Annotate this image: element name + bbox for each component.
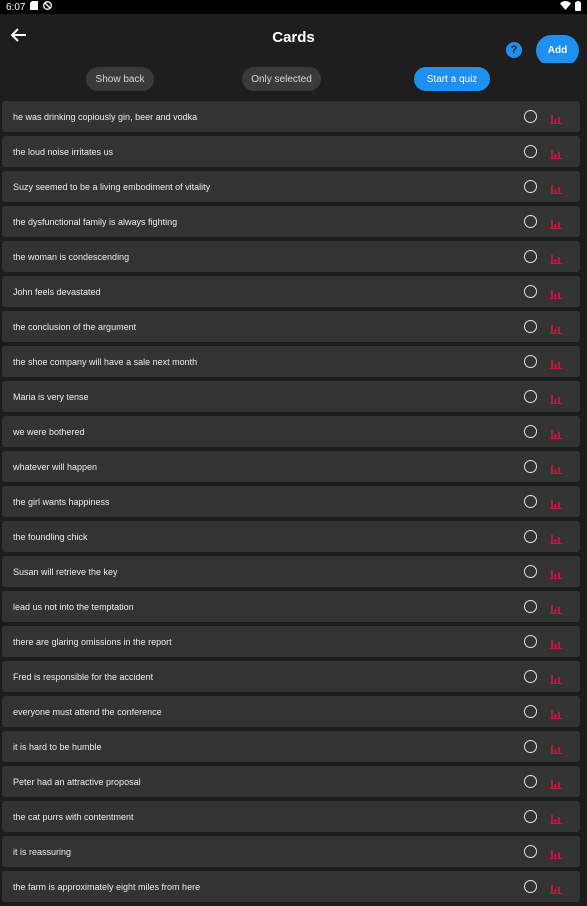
card-text: lead us not into the temptation (13, 601, 134, 612)
select-radio[interactable] (524, 810, 537, 823)
stats-chart-icon[interactable] (550, 461, 562, 472)
card-row[interactable] (2, 171, 580, 202)
card-row[interactable] (2, 591, 580, 622)
card-row[interactable] (2, 241, 580, 272)
stats-chart-icon[interactable] (550, 881, 562, 892)
stats-chart-icon[interactable] (550, 356, 562, 367)
card-text: Susan will retrieve the key (13, 566, 118, 577)
card-text: the loud noise irritates us (13, 146, 114, 157)
card-text: Fred is responsible for the accident (13, 671, 154, 682)
card-row[interactable] (2, 101, 580, 132)
select-radio[interactable] (524, 880, 537, 893)
card-row[interactable] (2, 731, 580, 762)
status-bar (0, 0, 587, 14)
stats-chart-icon[interactable] (550, 426, 562, 437)
card-text: John feels devastated (13, 286, 101, 297)
add-button[interactable]: Add (536, 35, 579, 66)
select-radio[interactable] (524, 460, 537, 473)
card-text: the conclusion of the argument (13, 321, 137, 332)
select-radio[interactable] (524, 775, 537, 788)
card-row[interactable] (2, 801, 580, 832)
card-text: it is reassuring (13, 846, 72, 857)
stats-chart-icon[interactable] (550, 146, 562, 157)
select-radio[interactable] (524, 320, 537, 333)
card-row[interactable] (2, 416, 580, 447)
card-row[interactable] (2, 696, 580, 727)
stats-chart-icon[interactable] (550, 636, 562, 647)
show-back-button[interactable]: Show back (86, 67, 154, 91)
select-radio[interactable] (524, 705, 537, 718)
card-text: we were bothered (13, 426, 85, 437)
card-text: the dysfunctional family is always fighting (13, 216, 178, 227)
card-row[interactable] (2, 136, 580, 167)
stats-chart-icon[interactable] (550, 496, 562, 507)
select-radio[interactable] (524, 530, 537, 543)
card-text: he was drinking copiously gin, beer and vodka (13, 111, 198, 122)
card-text: there are glaring omissions in the report (13, 636, 172, 647)
stats-chart-icon[interactable] (550, 181, 562, 192)
card-text: the cat purrs with contentment (13, 811, 134, 822)
stats-chart-icon[interactable] (550, 286, 562, 297)
help-button[interactable] (506, 42, 522, 58)
card-text: the woman is condescending (13, 251, 130, 262)
card-text: whatever will happen (13, 461, 98, 472)
stats-chart-icon[interactable] (550, 216, 562, 227)
select-radio[interactable] (524, 145, 537, 158)
select-radio[interactable] (524, 250, 537, 263)
sd-card-icon (30, 1, 38, 13)
card-text: the farm is approximately eight miles from here (13, 881, 201, 892)
card-text: the shoe company will have a sale next month (13, 356, 198, 367)
card-row[interactable] (2, 276, 580, 307)
card-row[interactable] (2, 766, 580, 797)
card-text: Maria is very tense (13, 391, 89, 402)
wifi-icon (560, 1, 571, 13)
stats-chart-icon[interactable] (550, 531, 562, 542)
card-text: the girl wants happiness (13, 496, 110, 507)
card-row[interactable] (2, 626, 580, 657)
card-list (0, 101, 587, 906)
card-row[interactable] (2, 486, 580, 517)
select-radio[interactable] (524, 285, 537, 298)
stats-chart-icon[interactable] (550, 811, 562, 822)
card-text: it is hard to be humble (13, 741, 102, 752)
select-radio[interactable] (524, 845, 537, 858)
card-row[interactable] (2, 836, 580, 867)
card-text: the foundling chick (13, 531, 88, 542)
help-icon: ? (510, 44, 518, 56)
card-row[interactable] (2, 346, 580, 377)
start-quiz-button[interactable]: Start a quiz (414, 67, 490, 91)
card-text: everyone must attend the conference (13, 706, 162, 717)
stats-chart-icon[interactable] (550, 111, 562, 122)
select-radio[interactable] (524, 635, 537, 648)
stats-chart-icon[interactable] (550, 391, 562, 402)
select-radio[interactable] (524, 565, 537, 578)
stats-chart-icon[interactable] (550, 566, 562, 577)
select-radio[interactable] (524, 110, 537, 123)
select-radio[interactable] (524, 600, 537, 613)
filter-bar (0, 63, 587, 100)
select-radio[interactable] (524, 495, 537, 508)
card-row[interactable] (2, 206, 580, 237)
stats-chart-icon[interactable] (550, 741, 562, 752)
page-title: Cards (272, 29, 315, 46)
arrow-back-icon (11, 28, 27, 47)
card-row[interactable] (2, 311, 580, 342)
back-button[interactable] (8, 26, 30, 48)
battery-icon (575, 1, 581, 14)
card-row[interactable] (2, 871, 580, 902)
card-row[interactable] (2, 661, 580, 692)
stats-chart-icon[interactable] (550, 321, 562, 332)
select-radio[interactable] (524, 390, 537, 403)
card-text: Peter had an attractive proposal (13, 776, 141, 787)
card-row[interactable] (2, 451, 580, 482)
stats-chart-icon[interactable] (550, 706, 562, 717)
card-row[interactable] (2, 521, 580, 552)
select-radio[interactable] (524, 670, 537, 683)
card-row[interactable] (2, 556, 580, 587)
only-selected-button[interactable]: Only selected (242, 67, 321, 91)
stats-chart-icon[interactable] (550, 251, 562, 262)
select-radio[interactable] (524, 355, 537, 368)
stats-chart-icon[interactable] (550, 846, 562, 857)
card-row[interactable] (2, 381, 580, 412)
card-text: Suzy seemed to be a living embodiment of vitality (13, 181, 211, 192)
do-not-disturb-icon (43, 1, 52, 13)
select-radio[interactable] (524, 215, 537, 228)
stats-chart-icon[interactable] (550, 776, 562, 787)
select-radio[interactable] (524, 180, 537, 193)
status-time: 6:07 (6, 1, 26, 13)
select-radio[interactable] (524, 425, 537, 438)
stats-chart-icon[interactable] (550, 671, 562, 682)
app-bar (0, 14, 587, 63)
select-radio[interactable] (524, 740, 537, 753)
stats-chart-icon[interactable] (550, 601, 562, 612)
